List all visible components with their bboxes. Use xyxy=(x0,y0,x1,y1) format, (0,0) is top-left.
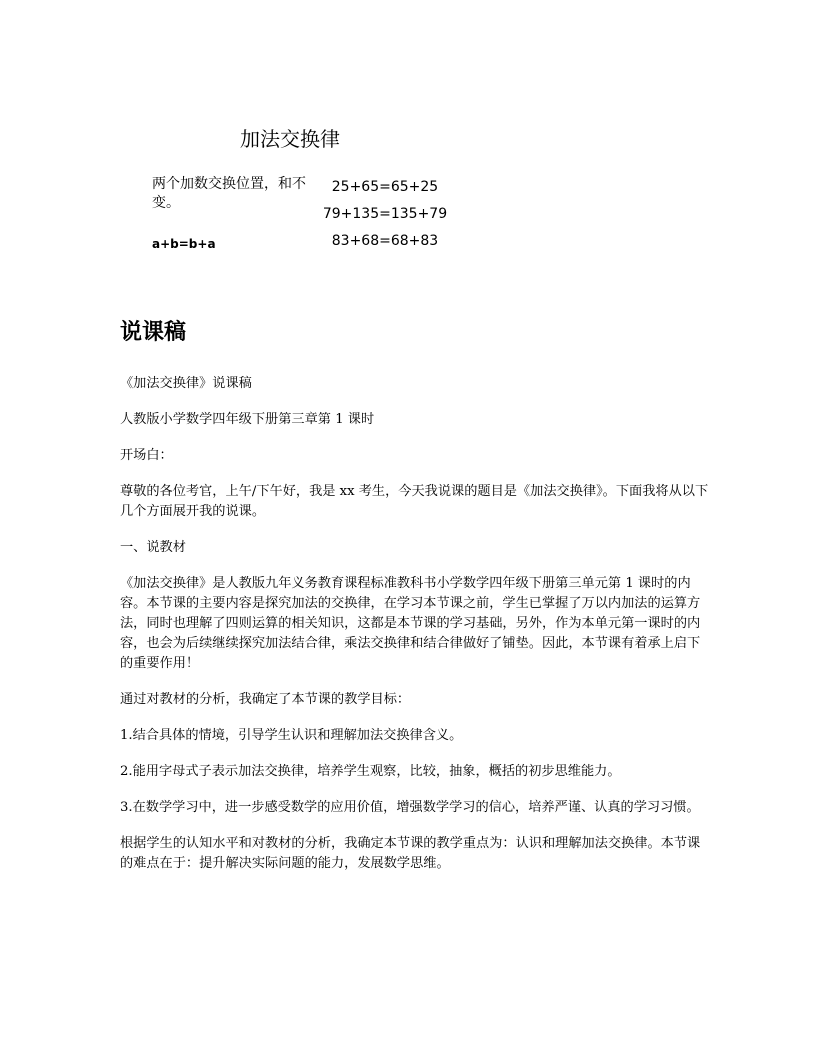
article-body xyxy=(120,374,710,890)
paragraph-textbook-info: 人教版小学数学四年级下册第三章第 1 课时 xyxy=(120,412,375,427)
paragraph-section-heading: 一、说教材 xyxy=(120,540,186,555)
paragraph-goal-3: 3.在数学学习中，进一步感受数学的应用价值，增强数学学习的信心，培养严谨、认真的学习习惯。 xyxy=(120,800,700,815)
paragraph-opening: 尊敬的各位考官，上午/下午好，我是 xx 考生，今天我说课的题目是《加法交换律》。下面我将从以下几个方面展开我的说课。 xyxy=(120,484,709,519)
board-title: 加法交换律 xyxy=(240,127,340,151)
paragraph-goals-intro: 通过对教材的分析，我确定了本节课的教学目标： xyxy=(120,692,411,707)
board-formula: a+b=b+a xyxy=(152,237,216,251)
paragraph-textbook-analysis: 《加法交换律》是人教版九年义务教育课程标准教科书小学数学四年级下册第三单元第 1 课时的内容。本节课的主要内容是探究加法的交换律，在学习本节课之前，学生已掌握了万以内加法的运算方法，同时也理解了四则运算的相关知识，这都是本节课的学习基础，另外，作为本单元第一课时的内容，也会为后续继续探究加法结合律，乘法交换律和结合律做好了铺垫。因此，本节课有着承上启下的重要作用！ xyxy=(120,576,701,671)
board-examples xyxy=(310,174,460,255)
paragraph-opening-label: 开场白： xyxy=(120,448,173,463)
paragraph-goal-2: 2.能用字母式子表示加法交换律，培养学生观察，比较，抽象，概括的初步思维能力。 xyxy=(120,764,621,779)
paragraph-doc-title: 《加法交换律》说课稿 xyxy=(120,376,252,391)
board-example: 79+135=135+79 xyxy=(322,206,448,222)
board-example: 25+65=65+25 xyxy=(331,179,439,195)
paragraph-key-points: 根据学生的认知水平和对教材的分析，我确定本节课的教学重点为：认识和理解加法交换律。本节课的难点在于：提升解决实际问题的能力，发展数学思维。 xyxy=(120,836,701,871)
board-rule-text: 两个加数交换位置，和不变。 xyxy=(152,176,306,211)
paragraph-goal-1: 1.结合具体的情境，引导学生认识和理解加法交换律含义。 xyxy=(120,728,463,743)
document-heading: 说课稿 xyxy=(120,320,187,345)
board-example: 83+68=68+83 xyxy=(331,233,439,249)
